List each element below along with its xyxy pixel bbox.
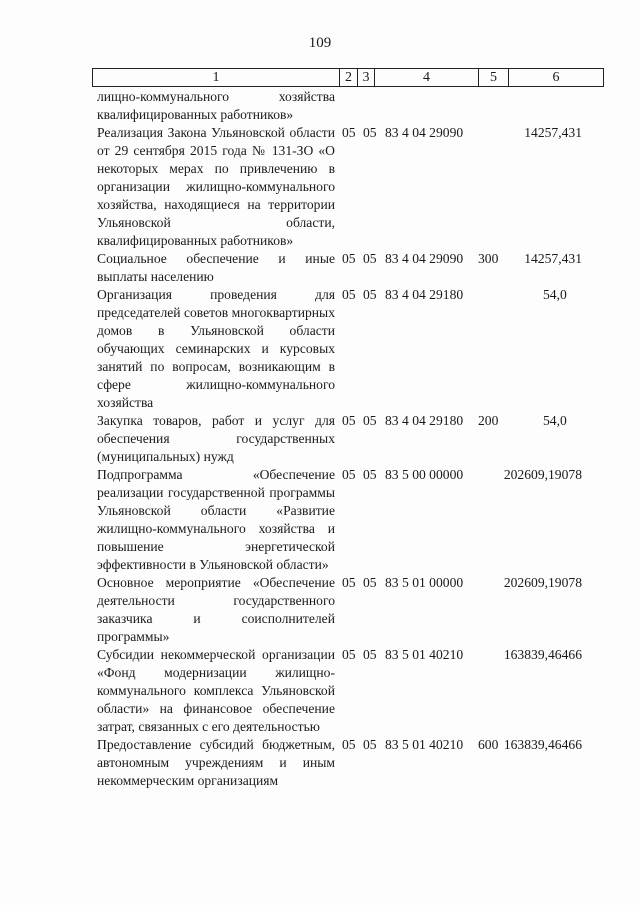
row-amount: 14257,431 bbox=[524, 125, 582, 140]
row-description: Основное мероприятие «Обеспечение деятельности государственного заказчика и соисполнителей программы» bbox=[97, 575, 335, 644]
row-description: Субсидии некоммерческой организации «Фонд модернизации жилищно-коммунального комплекса Ульяновской области» на финансовое обеспечение затрат, связанных с его деятельностью bbox=[97, 647, 335, 734]
row-section-code: 05 bbox=[342, 251, 356, 266]
row-section-code: 05 bbox=[342, 647, 356, 662]
table-row bbox=[0, 124, 640, 250]
row-description: лищно-коммунального хозяйства квалифицированных работников» bbox=[97, 89, 335, 122]
column-header-1: 1 bbox=[93, 69, 340, 87]
row-target-article-code: 83 5 00 00000 bbox=[385, 467, 464, 482]
row-subsection-code: 05 bbox=[363, 575, 377, 590]
row-subsection-code: 05 bbox=[363, 287, 377, 302]
budget-table-body bbox=[0, 88, 640, 790]
row-section-code: 05 bbox=[342, 413, 356, 428]
column-header-4: 4 bbox=[375, 69, 479, 87]
row-target-article-code: 83 4 04 29090 bbox=[385, 125, 464, 140]
row-description: Реализация Закона Ульяновской области от 29 сентября 2015 года № 131-ЗО «О некоторых мерах по привлечению в организации жилищно-коммунального хозяйства, находящиеся на территории Ульяновской области, квалифицированных работников» bbox=[97, 125, 335, 248]
row-description: Организация проведения для председателей советов многоквартирных домов в Ульяновской области обучающих семинарских и курсовых занятий по вопросам, возникающим в сфере жилищно-коммунального хозяйства bbox=[97, 287, 335, 410]
row-expense-type-code: 300 bbox=[478, 251, 499, 266]
table-row bbox=[0, 412, 640, 466]
row-subsection-code: 05 bbox=[363, 125, 377, 140]
row-section-code: 05 bbox=[342, 125, 356, 140]
row-target-article-code: 83 4 04 29090 bbox=[385, 251, 464, 266]
table-row bbox=[0, 466, 640, 574]
row-target-article-code: 83 5 01 00000 bbox=[385, 575, 464, 590]
row-target-article-code: 83 4 04 29180 bbox=[385, 413, 464, 428]
row-description: Предоставление субсидий бюджетным, автономным учреждениям и иным некоммерческим организациям bbox=[97, 737, 335, 788]
row-amount: 163839,46466 bbox=[503, 737, 582, 752]
row-amount: 202609,19078 bbox=[503, 467, 582, 482]
table-row bbox=[0, 574, 640, 646]
row-description: Социальное обеспечение и иные выплаты населению bbox=[97, 251, 335, 284]
row-subsection-code: 05 bbox=[363, 647, 377, 662]
row-section-code: 05 bbox=[342, 287, 356, 302]
row-target-article-code: 83 5 01 40210 bbox=[385, 647, 464, 662]
row-subsection-code: 05 bbox=[363, 413, 377, 428]
row-expense-type-code: 200 bbox=[478, 413, 499, 428]
column-header-2: 2 bbox=[340, 69, 358, 87]
table-row bbox=[0, 646, 640, 736]
table-row bbox=[0, 88, 640, 124]
row-amount: 163839,46466 bbox=[503, 647, 582, 662]
row-target-article-code: 83 4 04 29180 bbox=[385, 287, 464, 302]
page-number: 109 bbox=[308, 35, 332, 51]
row-section-code: 05 bbox=[342, 467, 356, 482]
row-amount: 14257,431 bbox=[524, 251, 582, 266]
table-row bbox=[0, 736, 640, 790]
row-section-code: 05 bbox=[342, 737, 356, 752]
row-amount: 54,0 bbox=[543, 413, 567, 428]
row-description: Подпрограмма «Обеспечение реализации государственной программы Ульяновской области «Развитие жилищно-коммунального хозяйства и повышение энергетической эффективности в Ульяновской области» bbox=[97, 467, 335, 572]
column-header-5: 5 bbox=[479, 69, 509, 87]
row-subsection-code: 05 bbox=[363, 251, 377, 266]
row-section-code: 05 bbox=[342, 575, 356, 590]
column-header-3: 3 bbox=[358, 69, 375, 87]
row-amount: 202609,19078 bbox=[503, 575, 582, 590]
column-header-table bbox=[92, 68, 604, 87]
row-subsection-code: 05 bbox=[363, 467, 377, 482]
table-row bbox=[0, 286, 640, 412]
row-subsection-code: 05 bbox=[363, 737, 377, 752]
table-row bbox=[0, 250, 640, 286]
row-target-article-code: 83 5 01 40210 bbox=[385, 737, 464, 752]
column-header-row bbox=[93, 69, 604, 87]
row-description: Закупка товаров, работ и услуг для обеспечения государственных (муниципальных) нужд bbox=[97, 413, 335, 464]
row-amount: 54,0 bbox=[543, 287, 567, 302]
column-header-6: 6 bbox=[509, 69, 604, 87]
row-expense-type-code: 600 bbox=[478, 737, 499, 752]
